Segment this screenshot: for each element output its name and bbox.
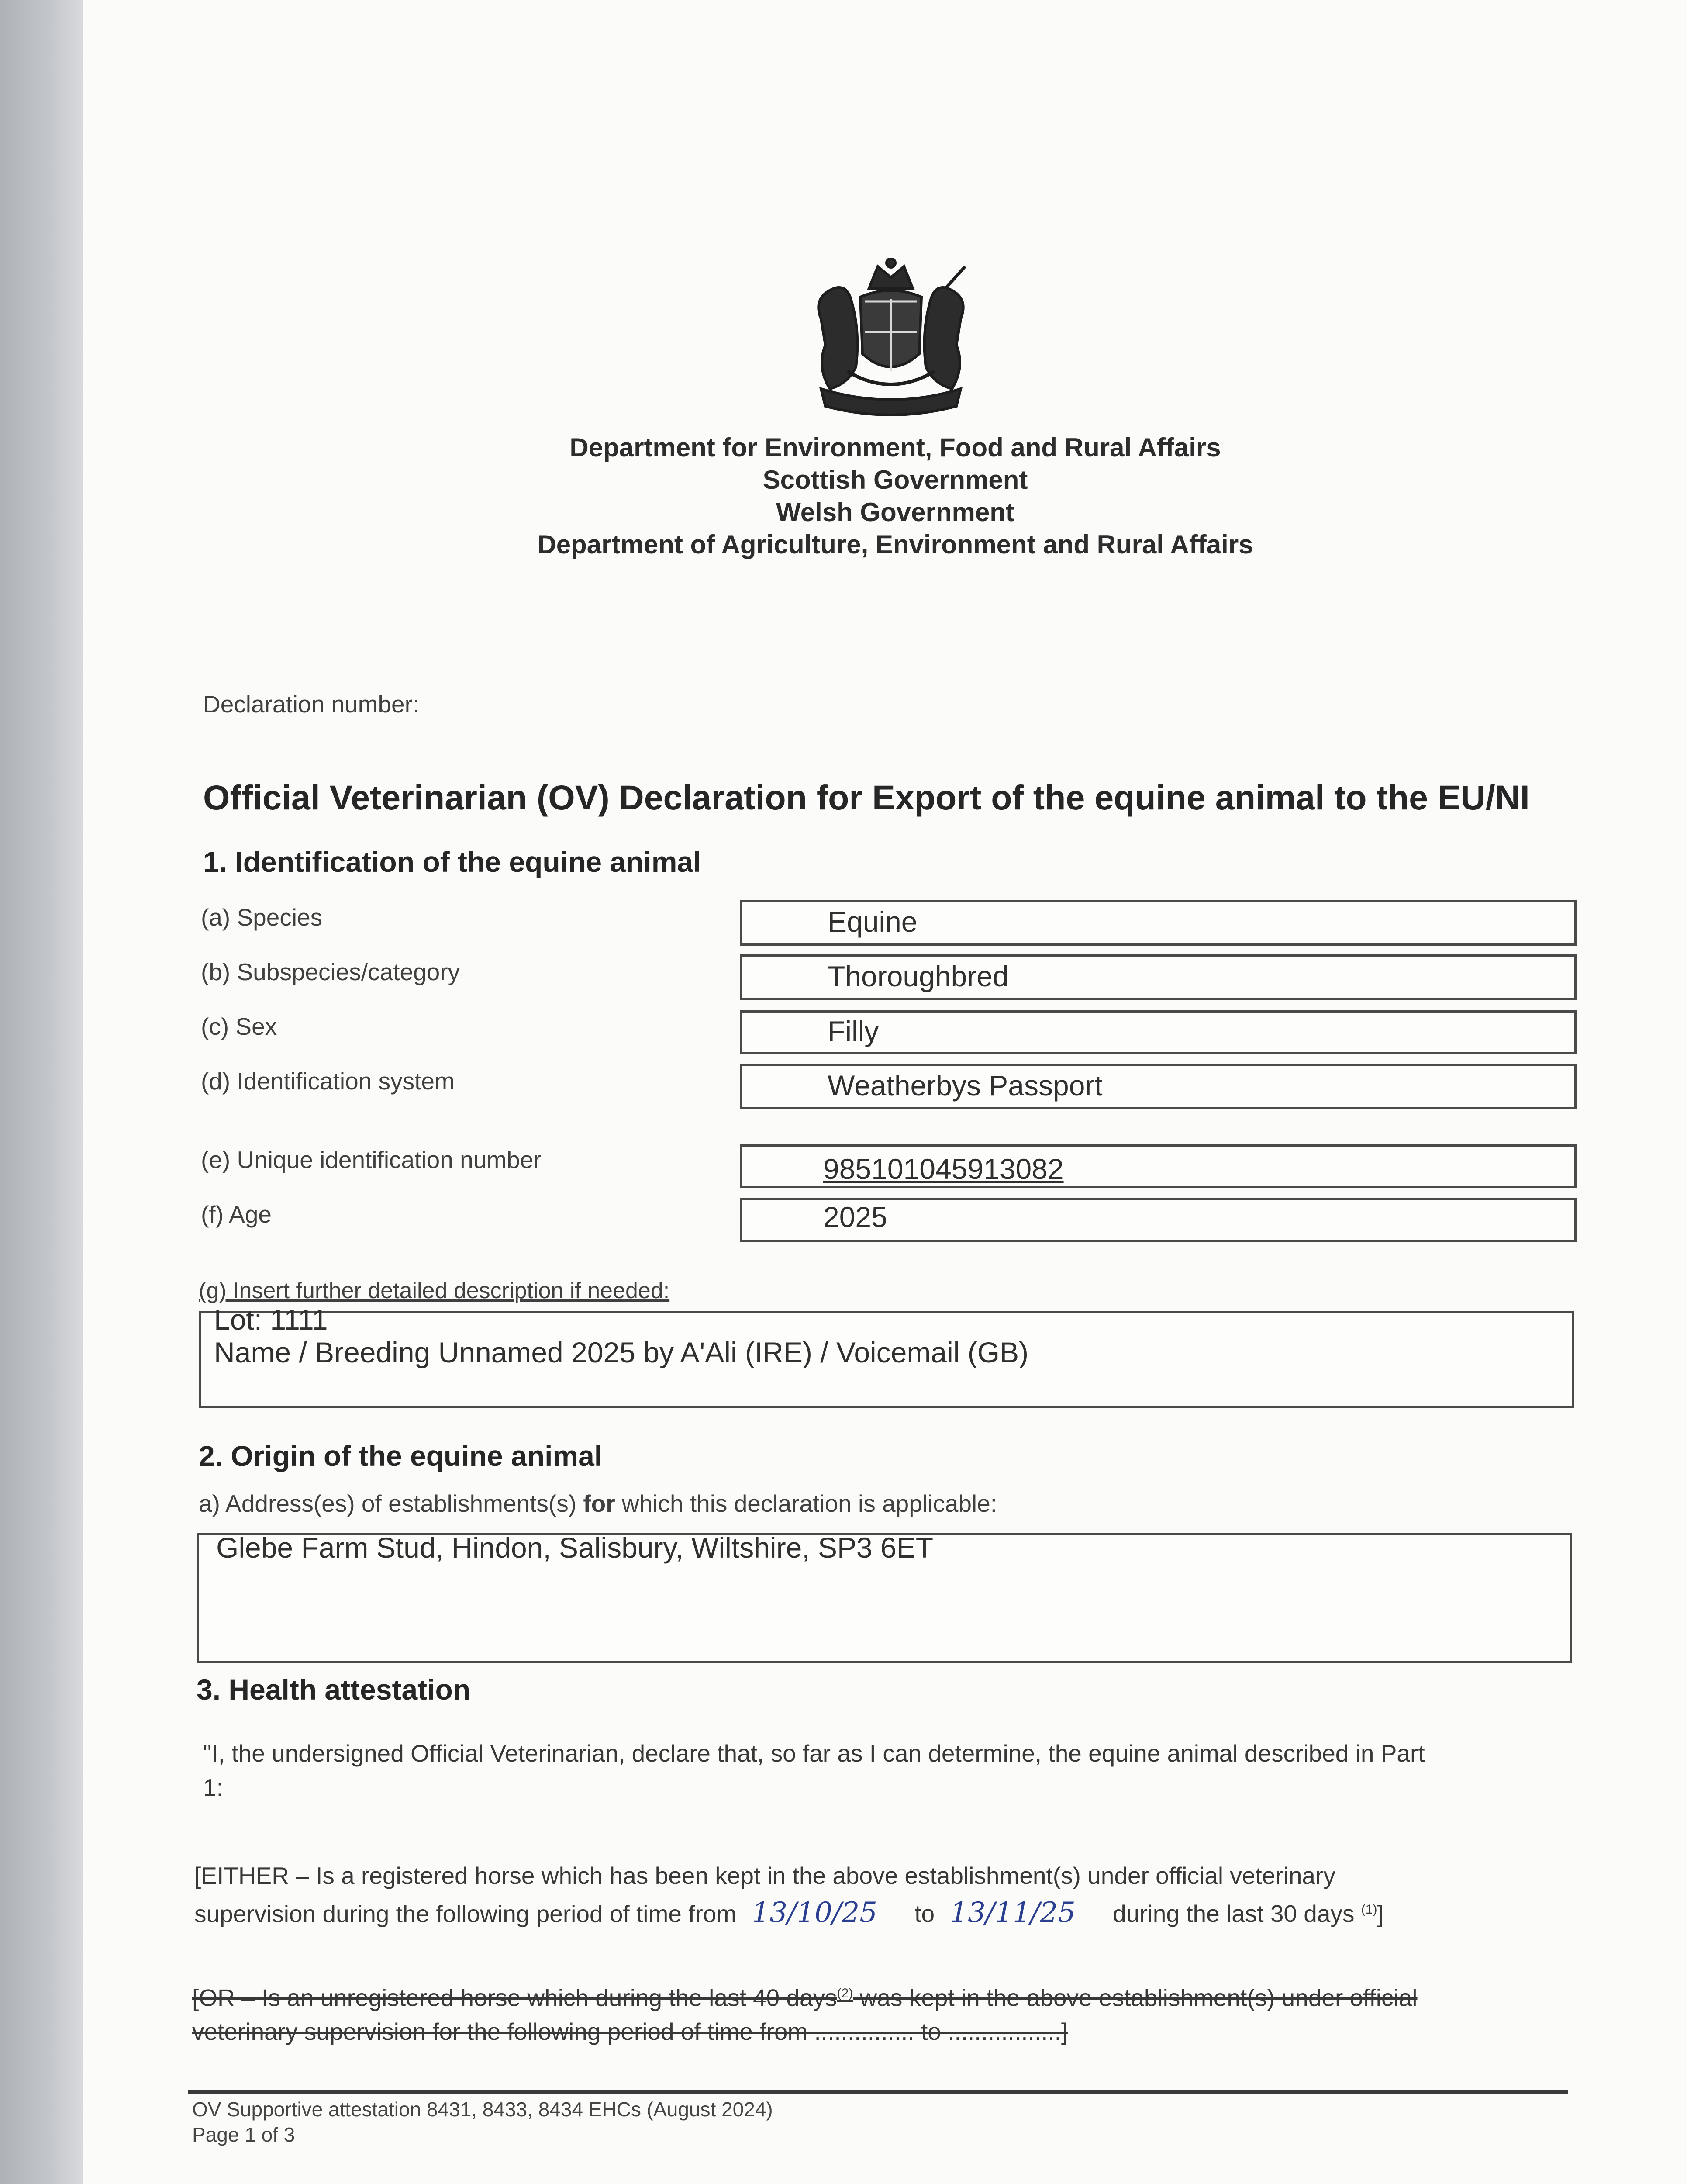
scan-edge xyxy=(0,0,83,2184)
either-line1: [EITHER – Is a registered horse which has been kept in the above establishment(s) under official veterinary xyxy=(194,1862,1335,1889)
section-1-heading: 1. Identification of the equine animal xyxy=(203,846,701,878)
species-label: (a) Species xyxy=(201,904,323,931)
date-to[interactable]: 13/11/25 xyxy=(950,1897,1076,1929)
identification-system-value: Weatherbys Passport xyxy=(828,1069,1103,1102)
department-welsh-government: Welsh Government xyxy=(776,498,1014,527)
sex-label: (c) Sex xyxy=(201,1013,277,1040)
sex-value: Filly xyxy=(828,1015,879,1047)
or-line2: veterinary supervision for the following period of time from ............... to .................] xyxy=(192,2018,1068,2046)
footer xyxy=(192,2097,773,2147)
footer-attestation: OV Supportive attestation 8431, 8433, 8434 EHCs (August 2024) xyxy=(192,2098,773,2121)
description-line-name: Name / Breeding Unnamed 2025 by A'Ali (IRE) / Voicemail (GB) xyxy=(214,1336,1029,1368)
health-intro-line1: "I, the undersigned Official Veterinarian, declare that, so far as I can determine, the equine animal described in Part xyxy=(203,1740,1425,1767)
section-2-heading: 2. Origin of the equine animal xyxy=(199,1440,603,1472)
footer-rule xyxy=(188,2090,1568,2094)
department-scottish-government: Scottish Government xyxy=(762,465,1028,494)
date-from[interactable]: 13/10/25 xyxy=(752,1897,877,1929)
age-label: (f) Age xyxy=(201,1201,272,1228)
species-value: Equine xyxy=(828,905,918,938)
age-value: 2025 xyxy=(823,1201,887,1233)
or-clause xyxy=(192,1977,1574,2049)
page-title: Official Veterinarian (OV) Declaration for Export of the equine animal to the EU/NI xyxy=(203,778,1530,817)
department-daera: Department of Agriculture, Environment and Rural Affairs xyxy=(537,530,1253,559)
subspecies-label: (b) Subspecies/category xyxy=(201,958,460,985)
address-label: a) Address(es) of establishments(s) for which this declaration is applicable: xyxy=(199,1490,997,1517)
health-intro-line2: 1: xyxy=(203,1774,223,1801)
page-number: Page 1 of 3 xyxy=(192,2123,295,2146)
either-clause xyxy=(194,1859,1574,1931)
department-defra: Department for Environment, Food and Rural Affairs xyxy=(569,433,1221,462)
declaration-number-label: Declaration number: xyxy=(203,691,420,718)
unique-id-value: 985101045913082 xyxy=(823,1153,1064,1185)
description-line-lot: Lot: 1111 xyxy=(214,1303,328,1336)
health-intro xyxy=(203,1736,1574,1804)
description-label: (g) Insert further detailed description if needed: xyxy=(199,1278,670,1303)
subspecies-value: Thoroughbred xyxy=(828,960,1009,992)
address-value: Glebe Farm Stud, Hindon, Salisbury, Wiltshire, SP3 6ET xyxy=(216,1531,934,1564)
either-line2: supervision during the following period of time from 13/10/25 to 13/11/25 during the last 30 days $^{(1)}$] xyxy=(194,1897,1384,1929)
identification-system-label: (d) Identification system xyxy=(201,1068,455,1095)
or-line1: [OR – Is an unregistered horse which during the last 40 days$^{(2)}$ was kept in the above establishment(s) under official xyxy=(192,1984,1418,2011)
unique-id-label: (e) Unique identification number xyxy=(201,1146,542,1173)
section-3-heading: 3. Health attestation xyxy=(197,1673,471,1706)
royal-coat-of-arms-icon xyxy=(795,258,987,424)
